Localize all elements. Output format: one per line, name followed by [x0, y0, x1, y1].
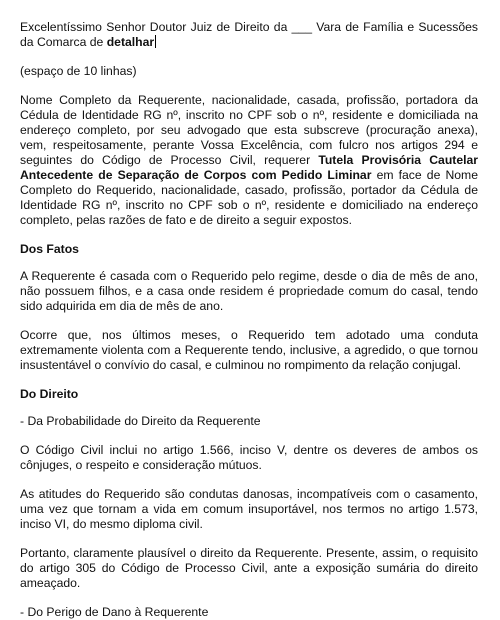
intro-text-part2: em face de Nome Completo do Requerido, nacionalidade, casado, profissão, portador da Cédula de Identidade RG nº, inscrito no CPF sob o nº, residente e domiciliado na endereço completo, pelas razões de fato e de direito a seguir expostos.	[20, 168, 478, 227]
direito-subheading-probabilidade: - Da Probabilidade do Direito da Requerente	[20, 414, 261, 428]
direito-subheading-perigo: - Do Perigo de Dano à Requerente	[20, 605, 209, 619]
fatos-paragraph-2: Ocorre que, nos últimos meses, o Requerido tem adotado uma conduta extremamente violenta com a Requerente tendo, inclusive, a agredido, o que tornou insustentável o convívio do casal, e culminou no rompimento da relação conjugal.	[20, 328, 478, 372]
heading-do-direito: Do Direito	[20, 387, 79, 401]
intro-bold-title: Tutela Provisória Cautelar Antecedente de Separação de Corpos com Pedido Liminar	[20, 153, 479, 182]
direito-paragraph-2: As atitudes do Requerido são condutas danosas, incompatíveis com o casamento, uma vez que tornam a vida em comum insuportável, nos termos no artigo 1.573, inciso VI, do mesmo diploma civil.	[20, 487, 478, 531]
address-placeholder-bold: detalhar	[106, 35, 155, 49]
address-blank: ___	[291, 20, 312, 34]
address-text-end: Vara de Família e Sucessões da Comarca de	[20, 20, 479, 49]
intro-paragraph	[20, 93, 478, 228]
text-cursor	[155, 35, 156, 48]
address-text-start: Excelentíssimo Senhor Doutor Juiz de Direito da	[20, 20, 288, 34]
direito-paragraph-3: Portanto, claramente plausível o direito da Requerente. Presente, assim, o requisito do artigo 305 do Código de Processo Civil, ante a exposição sumária do direito ameaçado.	[20, 546, 478, 590]
address-paragraph	[20, 20, 478, 50]
spacing-note: (espaço de 10 linhas)	[20, 64, 137, 78]
direito-paragraph-1: O Código Civil inclui no artigo 1.566, inciso V, dentre os deveres de ambos os cônjuges, o respeito e consideração mútuos.	[20, 443, 478, 472]
intro-text-part1: Nome Completo da Requerente, nacionalidade, casada, profissão, portadora da Cédula de Identidade RG nº, inscrito no CPF sob o nº, residente e domiciliada na endereço completo, por seu advogado que esta subscreve (procuração anexa), vem, respeitosamente, perante Vossa Excelência, com fulcro nos artigos 294 e seguintes do Código de Processo Civil, requerer	[20, 93, 478, 167]
fatos-paragraph-1: A Requerente é casada com o Requerido pelo regime, desde o dia de mês de ano, não possuem filhos, e a casa onde residem é propriedade comum do casal, tendo sido adquirida em dia de mês de ano.	[20, 269, 478, 313]
heading-dos-fatos: Dos Fatos	[20, 242, 79, 256]
